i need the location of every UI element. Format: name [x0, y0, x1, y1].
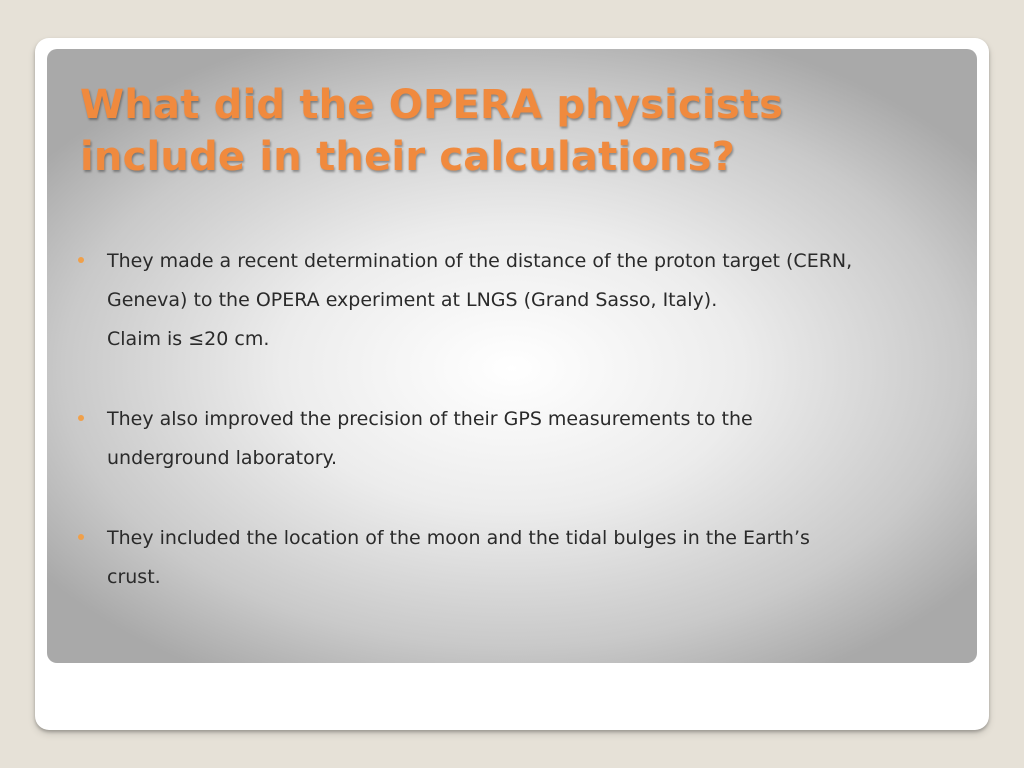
bullet-line: underground laboratory.: [107, 447, 338, 469]
bullet-dot-icon: [78, 257, 84, 263]
bullet-item-1: [47, 242, 977, 359]
bullet-line: Geneva) to the OPERA experiment at LNGS (Grand Sasso, Italy).: [107, 289, 718, 311]
bullet-line: crust.: [107, 566, 161, 588]
slide-title: [80, 79, 940, 183]
bullet-list: [47, 242, 977, 638]
bullet-line: They made a recent determination of the distance of the proton target (CERN,: [107, 250, 853, 272]
bullet-item-3: [47, 519, 977, 597]
bullet-dot-icon: [78, 534, 84, 540]
slide-title-line-2: include in their calculations?: [80, 134, 736, 180]
bullet-line: They included the location of the moon and the tidal bulges in the Earth’s: [107, 527, 810, 549]
bullet-line: Claim is ≤20 cm.: [107, 328, 270, 350]
bullet-line: They also improved the precision of their GPS measurements to the: [107, 408, 753, 430]
bullet-text: [107, 242, 967, 359]
slide-card: [35, 38, 989, 730]
bullet-text: [107, 519, 967, 597]
slide-content-panel: [47, 49, 977, 663]
slide-title-line-1: What did the OPERA physicists: [80, 82, 784, 128]
bullet-item-2: [47, 400, 977, 478]
bullet-dot-icon: [78, 415, 84, 421]
bullet-text: [107, 400, 967, 478]
